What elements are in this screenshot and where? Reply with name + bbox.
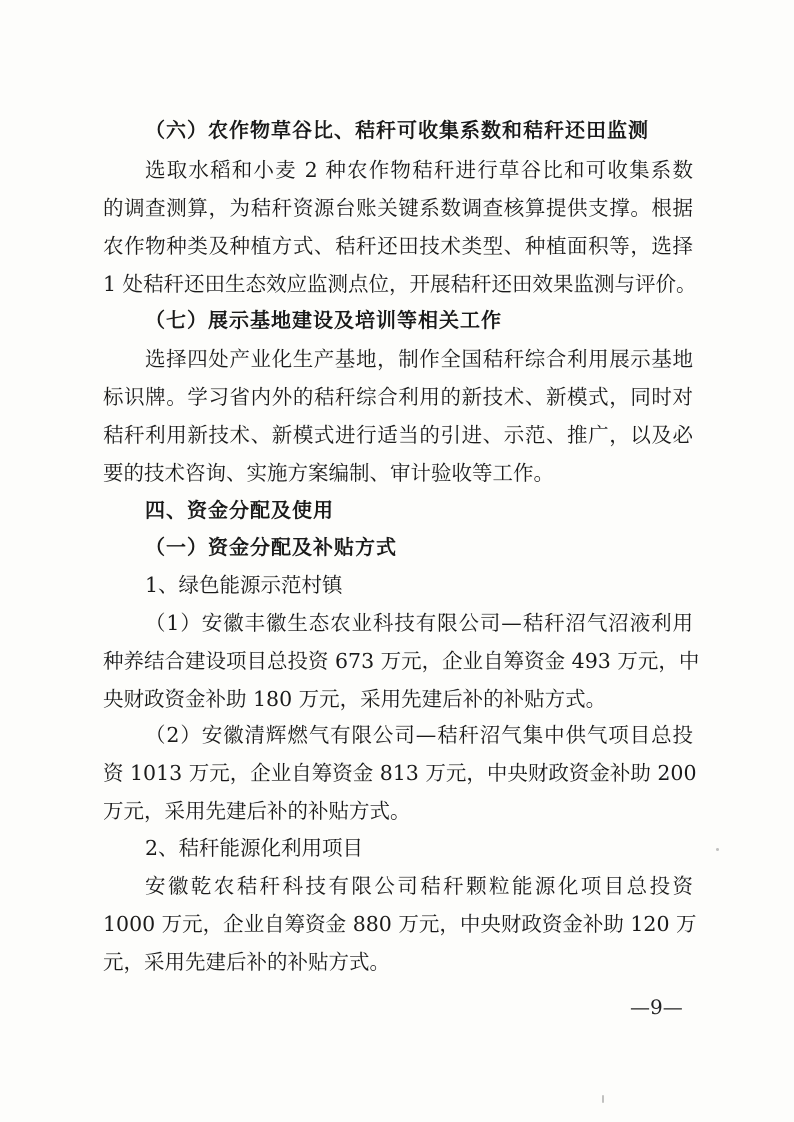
paragraph-line: 的调查测算，为秸秆资源台账关键系数调查核算提供支撑。根据 [103, 196, 693, 220]
paragraph-line: 央财政资金补助 180 万元，采用先建后补的补贴方式。 [103, 687, 607, 711]
paragraph-line: 农作物种类及种植方式、秸秆还田技术类型、种植面积等，选择 [103, 234, 693, 258]
section-heading-7: （七）展示基地建设及培训等相关工作 [145, 308, 502, 332]
section-heading-6: （六）农作物草谷比、秸秆可收集系数和秸秆还田监测 [145, 118, 649, 142]
scan-speck [716, 848, 719, 851]
item-title-1: 1、绿色能源示范村镇 [145, 573, 343, 597]
part-heading-4: 四、资金分配及使用 [145, 498, 334, 522]
paragraph-line: 元，采用先建后补的补贴方式。 [103, 950, 390, 974]
paragraph-line: 安徽乾农秸秆科技有限公司秸秆颗粒能源化项目总投资 [145, 874, 693, 898]
page-number: —9— [630, 995, 683, 1019]
paragraph-line: （1）安徽丰徽生态农业科技有限公司—秸秆沼气沼液利用 [145, 611, 693, 635]
paragraph-line: 选取水稻和小麦 2 种农作物秸秆进行草谷比和可收集系数 [145, 158, 693, 182]
paragraph-line: （2）安徽清辉燃气有限公司—秸秆沼气集中供气项目总投 [145, 723, 693, 747]
paragraph-line: 万元，采用先建后补的补贴方式。 [103, 799, 411, 823]
paragraph-line: 要的技术咨询、实施方案编制、审计验收等工作。 [103, 461, 554, 485]
paragraph-line: 1000 万元，企业自筹资金 880 万元，中央财政资金补助 120 万 [103, 912, 697, 936]
paragraph-line: 1 处秸秆还田生态效应监测点位，开展秸秆还田效果监测与评价。 [103, 272, 697, 296]
paragraph-line: 选择四处产业化生产基地，制作全国秸秆综合利用展示基地 [145, 347, 693, 371]
paragraph-line: 标识牌。学习省内外的秸秆综合利用的新技术、新模式，同时对 [103, 385, 693, 409]
scan-speck [602, 1095, 604, 1103]
paragraph-line: 资 1013 万元，企业自筹资金 813 万元，中央财政资金补助 200 [103, 761, 697, 785]
item-title-2: 2、秸秆能源化利用项目 [145, 836, 364, 860]
sub-heading-1: （一）资金分配及补贴方式 [145, 535, 397, 559]
paragraph-line: 秸秆利用新技术、新模式进行适当的引进、示范、推广，以及必 [103, 423, 693, 447]
paragraph-line: 种养结合建设项目总投资 673 万元，企业自筹资金 493 万元，中 [103, 649, 700, 673]
